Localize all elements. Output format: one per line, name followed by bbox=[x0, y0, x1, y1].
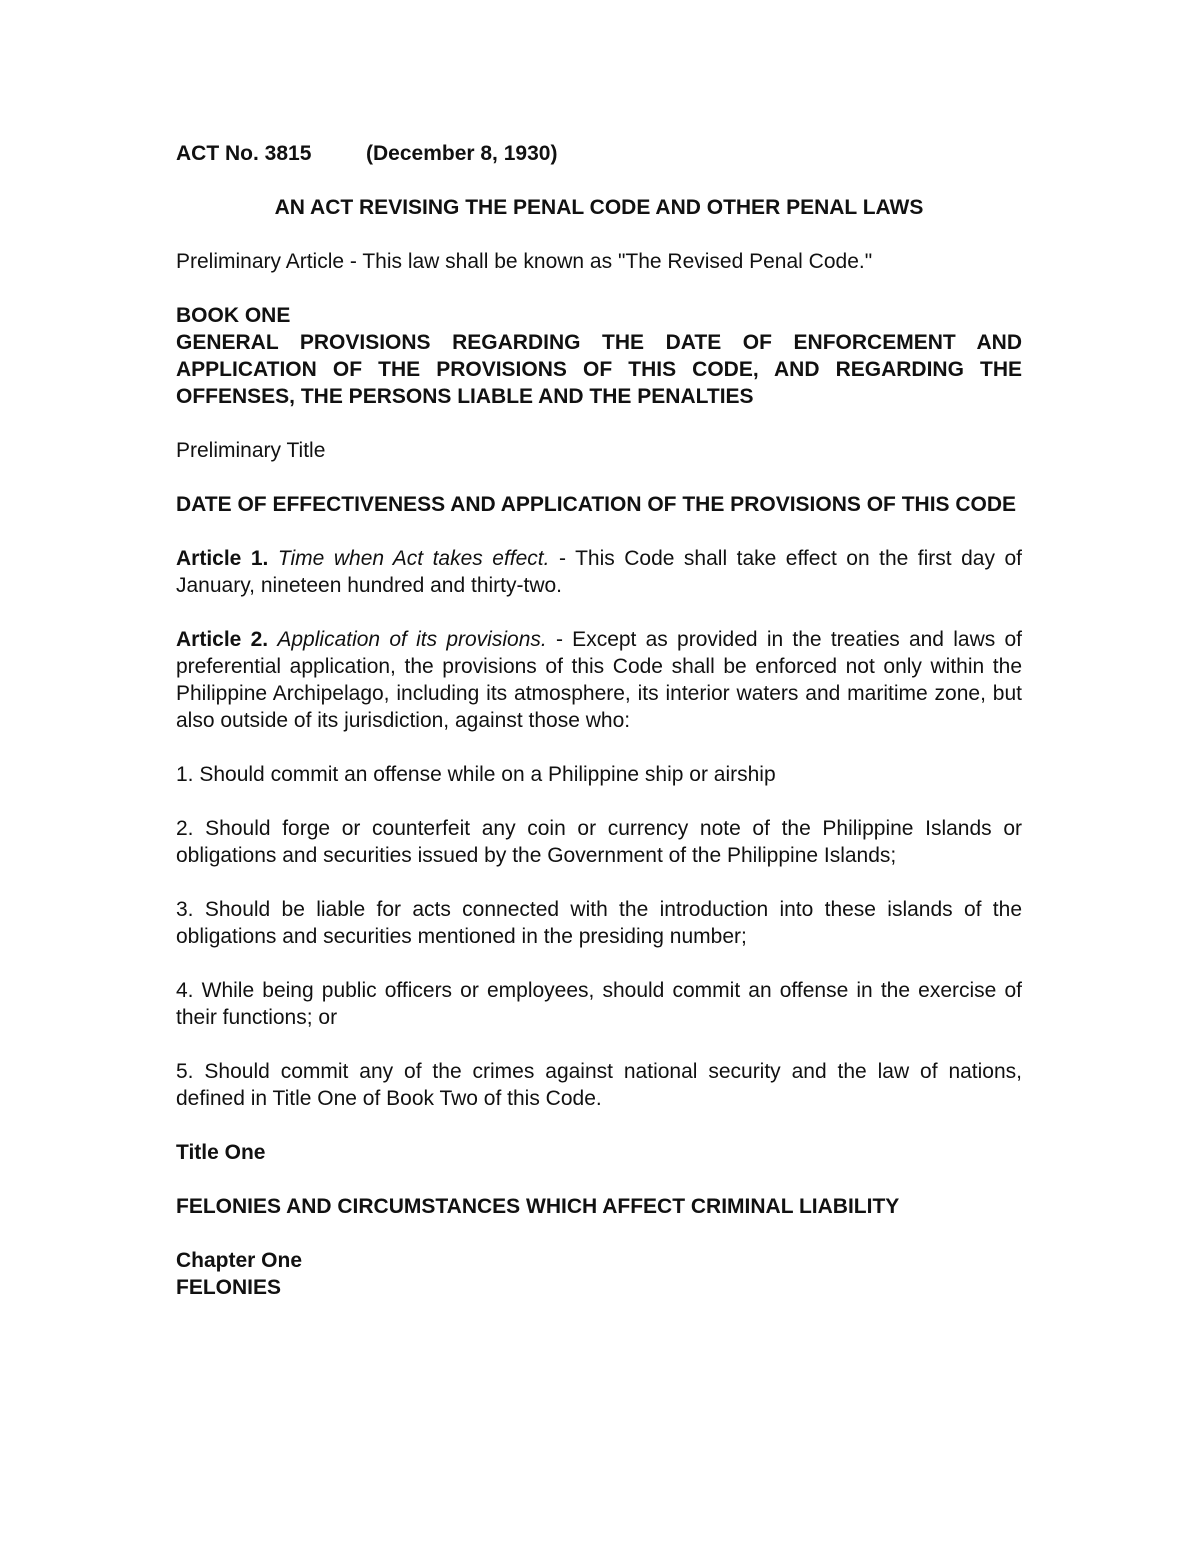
act-title: AN ACT REVISING THE PENAL CODE AND OTHER PENAL LAWS bbox=[274, 196, 924, 219]
preliminary-title-label: Preliminary Title bbox=[176, 439, 326, 462]
title-one-heading: FELONIES AND CIRCUMSTANCES WHICH AFFECT CRIMINAL LIABILITY bbox=[176, 1195, 900, 1218]
document-body bbox=[176, 140, 1022, 1301]
list-item: 1. Should commit an offense while on a Philippine ship or airship bbox=[176, 763, 776, 786]
article-2-caption: Application of its provisions. bbox=[277, 628, 547, 651]
list-item: 2. Should forge or counterfeit any coin or currency note of the Philippine Islands or obligations and securities issued by the Government of the Philippine Islands; bbox=[176, 817, 1022, 867]
chapter-one-heading: FELONIES bbox=[176, 1276, 282, 1299]
title-one-label: Title One bbox=[176, 1141, 266, 1164]
article-2-label: Article 2. bbox=[176, 628, 269, 651]
list-item: 5. Should commit any of the crimes against national security and the law of nations, defined in Title One of Book Two of this Code. bbox=[176, 1060, 1022, 1110]
article-1 bbox=[176, 545, 1022, 599]
list-item: 4. While being public officers or employees, should commit an offense in the exercise of their functions; or bbox=[176, 979, 1022, 1029]
chapter-one-label: Chapter One bbox=[176, 1249, 303, 1272]
act-number: ACT No. 3815 bbox=[176, 142, 312, 165]
act-date: (December 8, 1930) bbox=[366, 142, 558, 165]
list-item: 3. Should be liable for acts connected with the introduction into these islands of the obligations and securities mentioned in the presiding number; bbox=[176, 898, 1022, 948]
act-header bbox=[176, 140, 1022, 167]
article-1-label: Article 1. bbox=[176, 547, 269, 570]
preliminary-title-heading: DATE OF EFFECTIVENESS AND APPLICATION OF THE PROVISIONS OF THIS CODE bbox=[176, 493, 1017, 516]
preliminary-article: Preliminary Article - This law shall be known as "The Revised Penal Code." bbox=[176, 250, 873, 273]
article-2-text: - Except as provided in the treaties and laws of preferential application, the provisions of this Code shall be enforced not only within the Philippine Archipelago, including its atmosphere, its interior waters and maritime zone, but also outside of its jurisdiction, against those who: bbox=[176, 628, 1022, 732]
book-heading: GENERAL PROVISIONS REGARDING THE DATE OF ENFORCEMENT AND APPLICATION OF THE PROVISIONS OF THIS CODE, AND REGARDING THE OFFENSES, THE PERSONS LIABLE AND THE PENALTIES bbox=[176, 331, 1022, 408]
article-1-caption: Time when Act takes effect. bbox=[277, 547, 550, 570]
book-label: BOOK ONE bbox=[176, 304, 291, 327]
article-2 bbox=[176, 626, 1022, 734]
article-1-text: - This Code shall take effect on the first day of January, nineteen hundred and thirty-two. bbox=[176, 547, 1022, 597]
